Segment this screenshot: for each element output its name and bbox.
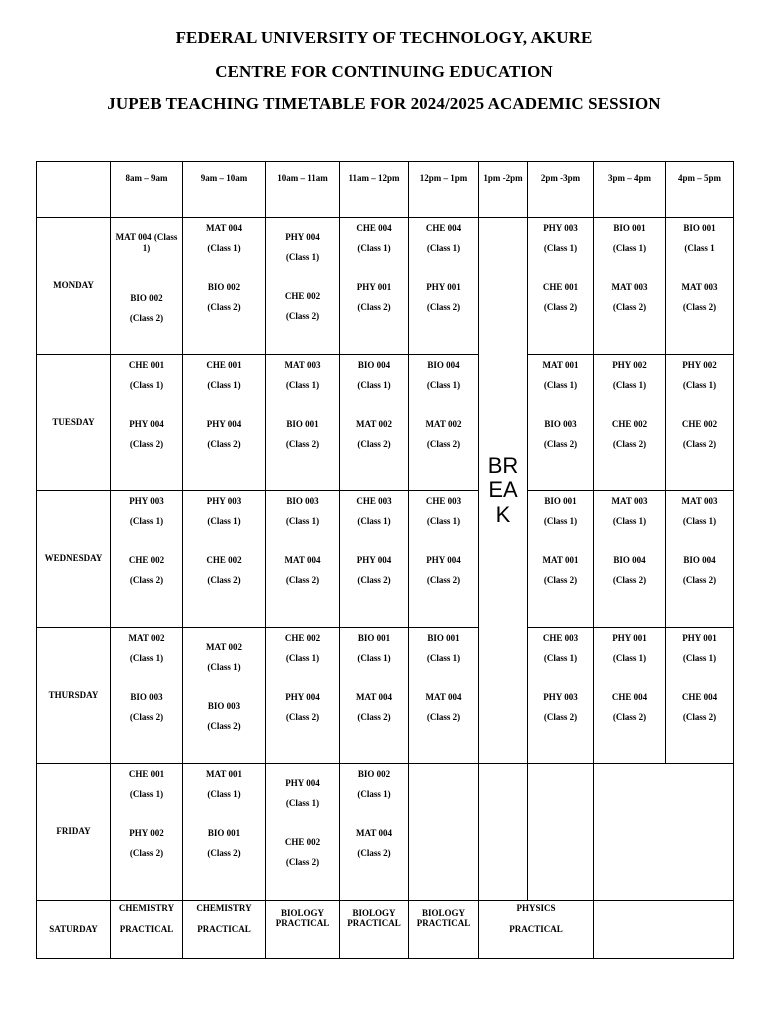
course-code: MAT 001 <box>206 769 242 779</box>
practical-label: PRACTICAL <box>347 918 401 929</box>
time-slot-label: 9am – 10am <box>200 173 248 183</box>
course-code: MAT 004 (Class 1) <box>115 232 178 253</box>
practical-subject: CHEMISTRY <box>196 902 252 913</box>
course-code: CHE 002 <box>206 555 242 565</box>
course-code: CHE 002 <box>611 418 648 429</box>
course-code: PHY 004 <box>285 691 320 702</box>
practical-label: PRACTICAL <box>509 924 563 935</box>
course-code: PHY 002 <box>682 359 717 370</box>
course-code: PHY 003 <box>543 223 578 233</box>
course-code: BIO 001 <box>357 632 391 643</box>
course-code: PHY 004 <box>129 418 164 429</box>
course-code: BIO 001 <box>683 223 716 233</box>
course-code: MAT 004 <box>206 223 242 233</box>
course-code: CHE 004 <box>611 691 648 702</box>
course-code: BIO 002 <box>207 282 241 292</box>
time-slot-header <box>666 162 734 218</box>
class-group: (Class 2) <box>207 848 241 858</box>
class-group: (Class 2) <box>357 302 391 312</box>
class-group: (Class 2) <box>129 848 164 858</box>
class-slot <box>666 218 734 355</box>
class-group: (Class 2) <box>682 438 717 449</box>
break-text: K <box>495 501 511 527</box>
course-code: CHE 002 <box>681 418 718 429</box>
time-slot-label: 4pm – 5pm <box>677 173 721 183</box>
break-text: EA <box>488 477 518 503</box>
course-code: MAT 002 <box>206 641 242 652</box>
class-group: (Class 1) <box>357 652 391 663</box>
practical-label: PRACTICAL <box>416 918 471 929</box>
day-row-thursday <box>37 627 734 764</box>
course-code: PHY 002 <box>612 359 647 370</box>
course-code: CHE 002 <box>284 837 321 847</box>
course-code: PHY 004 <box>285 232 320 242</box>
time-slot-header <box>479 162 528 218</box>
class-slot <box>594 491 666 628</box>
class-group: (Class 1) <box>426 516 461 526</box>
time-slot-header <box>528 162 594 218</box>
class-slot <box>340 354 409 491</box>
course-code: MAT 004 <box>284 555 321 565</box>
practical-subject: BIOLOGY <box>352 907 396 918</box>
class-slot <box>528 218 594 355</box>
day-row-monday <box>37 218 734 355</box>
course-code: CHE 001 <box>206 359 242 370</box>
course-code: CHE 004 <box>681 691 718 702</box>
class-slot <box>666 354 734 491</box>
day-label: WEDNESDAY <box>37 491 111 628</box>
class-group: (Class 1) <box>207 661 241 672</box>
course-code: BIO 001 <box>207 828 241 838</box>
class-group: (Class 1) <box>543 379 578 390</box>
course-code: BIO 002 <box>357 769 391 779</box>
course-code: PHY 003 <box>129 496 164 506</box>
class-group: (Class 1) <box>285 652 320 663</box>
time-slot-label: 8am – 9am <box>125 173 168 183</box>
course-code: BIO 002 <box>130 292 163 303</box>
course-code: PHY 003 <box>206 496 242 506</box>
course-code: BIO 003 <box>286 496 319 506</box>
class-group: (Class 1) <box>285 798 320 808</box>
class-slot <box>340 491 409 628</box>
class-group: (Class 2) <box>357 575 391 585</box>
class-slot <box>266 627 340 764</box>
course-code: PHY 003 <box>543 691 578 702</box>
class-slot <box>111 764 183 901</box>
class-group: (Class 1) <box>612 652 647 663</box>
day-row-friday <box>37 764 734 901</box>
class-slot <box>409 354 479 491</box>
course-code: BIO 004 <box>427 359 460 370</box>
class-slot <box>528 354 594 491</box>
class-slot <box>111 218 183 355</box>
course-code: MAT 002 <box>425 418 462 429</box>
class-slot <box>409 491 479 628</box>
time-slot-label: 2pm -3pm <box>540 173 581 183</box>
course-code: BIO 004 <box>613 555 646 565</box>
class-group: (Class 2) <box>543 711 578 722</box>
course-code: PHY 004 <box>356 555 392 565</box>
class-group: (Class 1) <box>129 789 164 799</box>
course-code: MAT 003 <box>611 282 648 292</box>
day-label: SATURDAY <box>37 900 111 958</box>
course-code: MAT 001 <box>542 359 579 370</box>
class-group: (Class 1) <box>129 652 164 663</box>
practical-subject: PHYSICS <box>516 902 556 913</box>
class-group: (Class 2) <box>285 857 320 867</box>
class-group: (Class 2) <box>207 438 241 449</box>
class-slot <box>594 354 666 491</box>
practical-label: PRACTICAL <box>197 924 251 935</box>
class-slot <box>594 218 666 355</box>
course-code: MAT 003 <box>681 282 718 292</box>
course-code: BIO 004 <box>357 359 391 370</box>
course-code: PHY 001 <box>682 632 717 643</box>
class-group: (Class 2) <box>543 575 578 585</box>
empty-slot <box>594 764 734 901</box>
practical-session <box>340 900 409 958</box>
class-group: (Class 1) <box>426 243 461 253</box>
class-slot <box>340 218 409 355</box>
time-slot-header <box>266 162 340 218</box>
time-slot-header <box>409 162 479 218</box>
time-slot-label: 3pm – 4pm <box>607 173 651 183</box>
class-group: (Class 2) <box>426 575 461 585</box>
practical-subject: CHEMISTRY <box>118 902 175 913</box>
day-label: TUESDAY <box>37 354 111 491</box>
class-group: (Class 1) <box>426 652 461 663</box>
course-code: MAT 001 <box>542 555 579 565</box>
class-group: (Class 1) <box>543 516 578 526</box>
practical-label: PRACTICAL <box>119 924 174 935</box>
time-slot-label: 12pm – 1pm <box>419 173 468 183</box>
class-group: (Class 2) <box>285 438 320 449</box>
course-code: PHY 001 <box>356 282 392 292</box>
class-group: (Class 2) <box>357 711 391 722</box>
course-code: CHE 001 <box>542 282 579 292</box>
practical-session <box>409 900 479 958</box>
class-group: (Class 2) <box>612 438 647 449</box>
class-group: (Class 1) <box>612 516 647 526</box>
centre-title: CENTRE FOR CONTINUING EDUCATION <box>215 62 553 81</box>
class-slot <box>183 764 266 901</box>
class-group: (Class 2) <box>129 438 164 449</box>
class-slot <box>528 627 594 764</box>
class-slot <box>111 491 183 628</box>
course-code: MAT 002 <box>128 632 165 643</box>
time-slot-label: 10am – 11am <box>277 173 328 183</box>
course-code: BIO 001 <box>544 496 577 506</box>
time-slot-header <box>111 162 183 218</box>
practical-subject: BIOLOGY <box>421 907 465 918</box>
class-group: (Class 2) <box>285 711 320 722</box>
course-code: BIO 001 <box>427 632 460 643</box>
day-label: FRIDAY <box>37 764 111 901</box>
class-slot <box>528 491 594 628</box>
class-group <box>111 254 182 274</box>
empty-slot <box>409 764 479 901</box>
class-slot <box>409 218 479 355</box>
course-code: CHE 003 <box>542 632 579 643</box>
day-row-tuesday <box>37 354 734 491</box>
class-group: (Class 1) <box>543 652 578 663</box>
course-code: CHE 003 <box>425 496 462 506</box>
course-code: CHE 003 <box>356 496 392 506</box>
practical-session <box>111 900 183 958</box>
class-slot <box>266 218 340 355</box>
course-code: PHY 002 <box>129 828 164 838</box>
time-slot-header <box>183 162 266 218</box>
course-code: MAT 003 <box>611 496 648 506</box>
class-group: (Class 1) <box>682 379 717 390</box>
class-group: (Class 1) <box>285 379 320 390</box>
class-group: (Class 1) <box>682 652 717 663</box>
course-code: CHE 002 <box>284 632 321 643</box>
class-group: (Class 1) <box>612 379 647 390</box>
practical-session <box>479 900 594 958</box>
day-label: MONDAY <box>37 218 111 355</box>
class-slot <box>340 627 409 764</box>
class-group: (Class 2) <box>129 711 164 722</box>
class-group: (Class 2) <box>682 575 717 585</box>
course-code: BIO 001 <box>613 223 646 233</box>
class-group: (Class 1) <box>357 379 391 390</box>
class-slot <box>266 354 340 491</box>
day-row-wednesday <box>37 491 734 628</box>
class-group: (Class 2) <box>357 438 391 449</box>
course-code: BIO 003 <box>207 700 241 711</box>
class-group: (Class 1) <box>682 516 717 526</box>
course-code: BIO 001 <box>286 418 319 429</box>
course-code: PHY 004 <box>285 778 320 788</box>
time-header-row <box>37 162 734 218</box>
course-code: BIO 003 <box>544 418 577 429</box>
course-code: MAT 003 <box>681 496 718 506</box>
class-group: (Class 2) <box>357 848 391 858</box>
class-group: (Class 1) <box>543 243 578 253</box>
course-code: CHE 001 <box>128 769 165 779</box>
break-cell <box>479 218 528 764</box>
class-group: (Class 1) <box>357 243 391 253</box>
course-code: PHY 001 <box>612 632 647 643</box>
university-title: FEDERAL UNIVERSITY OF TECHNOLOGY, AKURE <box>175 28 593 47</box>
class-group: (Class 2) <box>543 438 578 449</box>
class-slot <box>266 764 340 901</box>
class-group: (Class 2) <box>612 302 647 312</box>
class-group: (Class 2) <box>426 711 461 722</box>
day-label: THURSDAY <box>37 627 111 764</box>
class-group: (Class 2) <box>612 575 647 585</box>
course-code: CHE 002 <box>284 291 321 301</box>
practical-label: PRACTICAL <box>275 918 330 929</box>
class-group: (Class 1) <box>357 516 391 526</box>
corner-cell <box>37 162 111 218</box>
class-group: (Class 1) <box>357 789 391 799</box>
class-slot <box>409 627 479 764</box>
class-slot <box>266 491 340 628</box>
break-text: BR <box>487 453 519 479</box>
practical-session <box>266 900 340 958</box>
class-group: (Class 2) <box>426 438 461 449</box>
course-code: BIO 004 <box>683 555 716 565</box>
class-group: (Class 1) <box>129 516 164 526</box>
course-code: BIO 003 <box>130 691 163 702</box>
class-group: (Class 1) <box>207 243 241 253</box>
class-group: (Class 2) <box>543 302 578 312</box>
class-group: (Class 1) <box>426 379 461 390</box>
class-group: (Class 2) <box>207 302 241 312</box>
class-group: (Class 1) <box>285 516 320 526</box>
course-code: CHE 002 <box>128 555 165 565</box>
class-slot <box>340 764 409 901</box>
empty-slot <box>479 764 528 901</box>
empty-slot <box>594 900 734 958</box>
class-group: (Class 2) <box>612 711 647 722</box>
timetable-title: JUPEB TEACHING TIMETABLE FOR 2024/2025 ACADEMIC SESSION <box>107 94 661 113</box>
time-slot-header <box>594 162 666 218</box>
class-group: (Class 1 <box>684 243 715 253</box>
class-group: (Class 2) <box>129 312 164 323</box>
course-code: PHY 004 <box>426 555 461 565</box>
class-group: (Class 2) <box>682 711 717 722</box>
class-slot <box>183 218 266 355</box>
practical-session <box>183 900 266 958</box>
course-code: MAT 004 <box>356 691 392 702</box>
course-code: PHY 004 <box>206 418 242 429</box>
course-code: MAT 004 <box>425 691 462 702</box>
day-row-saturday <box>37 900 734 958</box>
class-group: (Class 2) <box>207 575 241 585</box>
time-slot-label: 1pm -2pm <box>483 173 523 183</box>
practical-subject: BIOLOGY <box>280 907 324 918</box>
class-group: (Class 1) <box>207 789 241 799</box>
class-group: (Class 2) <box>285 311 320 321</box>
class-group: (Class 2) <box>129 575 164 585</box>
class-slot <box>111 627 183 764</box>
empty-slot <box>528 764 594 901</box>
time-slot-label: 11am – 12pm <box>348 173 400 183</box>
class-group: (Class 1) <box>207 516 241 526</box>
course-code: MAT 003 <box>284 359 321 370</box>
course-code: CHE 004 <box>356 223 392 233</box>
class-slot <box>594 627 666 764</box>
time-slot-header <box>340 162 409 218</box>
course-code: MAT 002 <box>356 418 392 429</box>
class-slot <box>111 354 183 491</box>
class-group: (Class 2) <box>207 720 241 731</box>
course-code: CHE 004 <box>425 223 462 233</box>
class-slot <box>183 354 266 491</box>
course-code: MAT 004 <box>356 828 392 838</box>
class-group: (Class 1) <box>612 243 647 253</box>
class-group: (Class 1) <box>129 379 164 390</box>
class-group: (Class 2) <box>426 302 461 312</box>
class-group: (Class 2) <box>682 302 717 312</box>
class-group: (Class 1) <box>285 252 320 262</box>
class-slot <box>666 491 734 628</box>
class-slot <box>183 627 266 764</box>
timetable-grid <box>36 161 734 959</box>
class-slot <box>666 627 734 764</box>
course-code: CHE 001 <box>128 359 165 370</box>
course-code: PHY 001 <box>426 282 461 292</box>
class-group: (Class 1) <box>207 379 241 390</box>
class-group: (Class 2) <box>285 575 320 585</box>
class-slot <box>183 491 266 628</box>
